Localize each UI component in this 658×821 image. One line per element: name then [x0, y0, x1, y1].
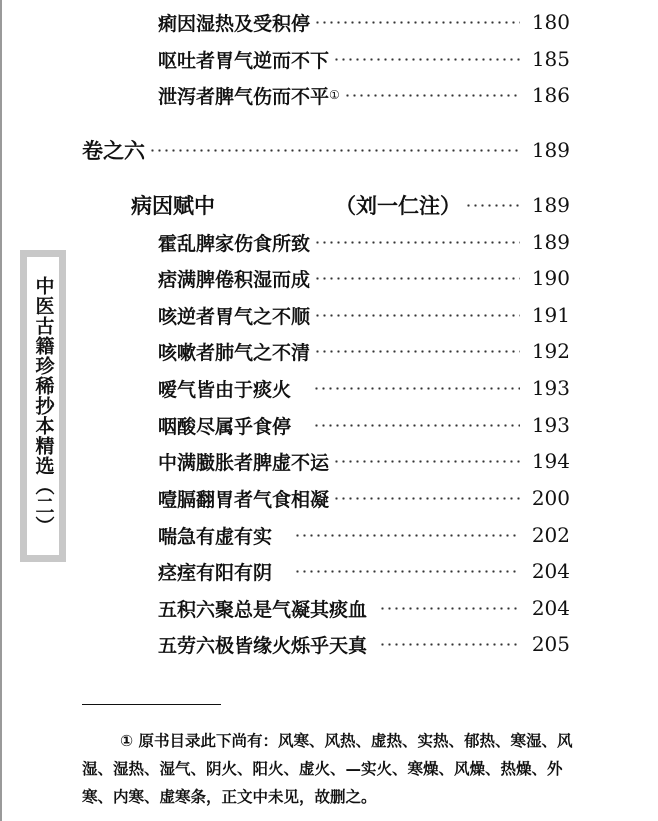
toc-entry-title: 痢因湿热及受积停	[158, 12, 311, 35]
leader-dots	[313, 387, 520, 390]
footnote-marker[interactable]: ①	[329, 88, 340, 102]
toc-entry-title: 中满臌胀者脾虚不运	[158, 451, 330, 474]
toc-entry[interactable]	[158, 593, 570, 623]
toc-volume[interactable]	[82, 135, 570, 165]
toc-entry[interactable]	[158, 556, 570, 586]
book-series-tab	[20, 250, 66, 562]
toc-entry-page: 180	[531, 10, 570, 34]
leader-dots	[333, 460, 520, 463]
leader-dots	[465, 204, 520, 207]
leader-dots	[313, 424, 520, 427]
toc-entry[interactable]	[158, 300, 570, 330]
leader-dots	[379, 643, 520, 646]
toc-entry-title: 五劳六极皆缘火烁乎天真	[158, 634, 368, 657]
book-series-tab-inner	[27, 257, 59, 555]
footnote-rule	[82, 704, 221, 705]
volume-title: 卷之六	[82, 139, 145, 163]
toc-entry-title: 噎膈翻胃者气食相凝	[158, 488, 330, 511]
toc-entry[interactable]	[158, 80, 570, 110]
leader-dots	[333, 58, 520, 61]
toc-entry-title: 泄泻者脾气伤而不平	[158, 85, 330, 108]
toc-entry-page: 202	[531, 523, 570, 547]
toc-entry-title: 咽酸尽属乎食停	[158, 415, 292, 438]
leader-dots	[149, 149, 520, 152]
footnote-text: ① 原书目录此下尚有：风寒、风热、虚热、实热、郁热、寒湿、风湿、湿热、湿气、阴火、阳火、虚火、—实火、寒燥、风燥、热燥、外寒、内寒、虚寒条，正文中未见，故删之。	[82, 732, 573, 806]
toc-section[interactable]	[131, 190, 570, 220]
toc-entry-page: 200	[531, 486, 570, 510]
leader-dots	[294, 570, 520, 573]
toc-entry[interactable]	[158, 520, 570, 550]
toc-entry[interactable]	[158, 410, 570, 440]
section-title: 病因赋中	[131, 194, 215, 218]
section-page: 189	[531, 193, 570, 217]
leader-dots	[333, 497, 520, 500]
toc-entry-page: 204	[531, 559, 570, 583]
leader-dots	[294, 534, 520, 537]
toc-entry-page: 205	[531, 632, 570, 656]
section-commentator: （刘一仁注）	[335, 194, 461, 218]
toc-entry-page: 192	[531, 339, 570, 363]
toc-entry-title: 咳嗽者肺气之不清	[158, 341, 311, 364]
toc-entry-title: 喘急有虚有实	[158, 525, 273, 548]
toc-entry-page: 194	[531, 449, 570, 473]
toc-entry[interactable]	[158, 446, 570, 476]
toc-entry-page: 186	[531, 83, 570, 107]
leader-dots	[314, 277, 520, 280]
toc-entry-page: 191	[531, 303, 570, 327]
toc-entry-page: 204	[531, 596, 570, 620]
toc-entry[interactable]	[158, 227, 570, 257]
volume-page: 189	[531, 138, 570, 162]
toc-entry-title: 呕吐者胃气逆而不下	[158, 49, 330, 72]
toc-entry-page: 190	[531, 266, 570, 290]
leader-dots	[379, 607, 520, 610]
toc-entry-title: 五积六聚总是气凝其痰血	[158, 598, 368, 621]
book-series-title: 中医古籍珍稀抄本精选（二）	[32, 276, 55, 536]
toc-entry[interactable]	[158, 263, 570, 293]
toc-entry[interactable]	[158, 483, 570, 513]
page-edge	[0, 0, 2, 821]
leader-dots	[314, 350, 520, 353]
leader-dots	[344, 94, 520, 97]
toc-entry-title: 霍乱脾家伤食所致	[158, 232, 311, 255]
toc-entry-page: 193	[531, 413, 570, 437]
toc-entry-page: 185	[531, 47, 570, 71]
leader-dots	[314, 21, 520, 24]
toc-entry[interactable]	[158, 373, 570, 403]
toc-entry-title: 痞满脾倦积湿而成	[158, 268, 311, 291]
toc-entry[interactable]	[158, 44, 570, 74]
toc-entry-title: 咳逆者胃气之不顺	[158, 305, 311, 328]
leader-dots	[314, 241, 520, 244]
toc-entry-title: 嗳气皆由于痰火	[158, 378, 292, 401]
toc-entry[interactable]	[158, 629, 570, 659]
leader-dots	[314, 314, 520, 317]
toc-entry-page: 189	[531, 230, 570, 254]
toc-entry[interactable]	[158, 7, 570, 37]
toc-entry-page: 193	[531, 376, 570, 400]
toc-entry[interactable]	[158, 336, 570, 366]
toc-entry-title: 痉痓有阳有阴	[158, 561, 273, 584]
